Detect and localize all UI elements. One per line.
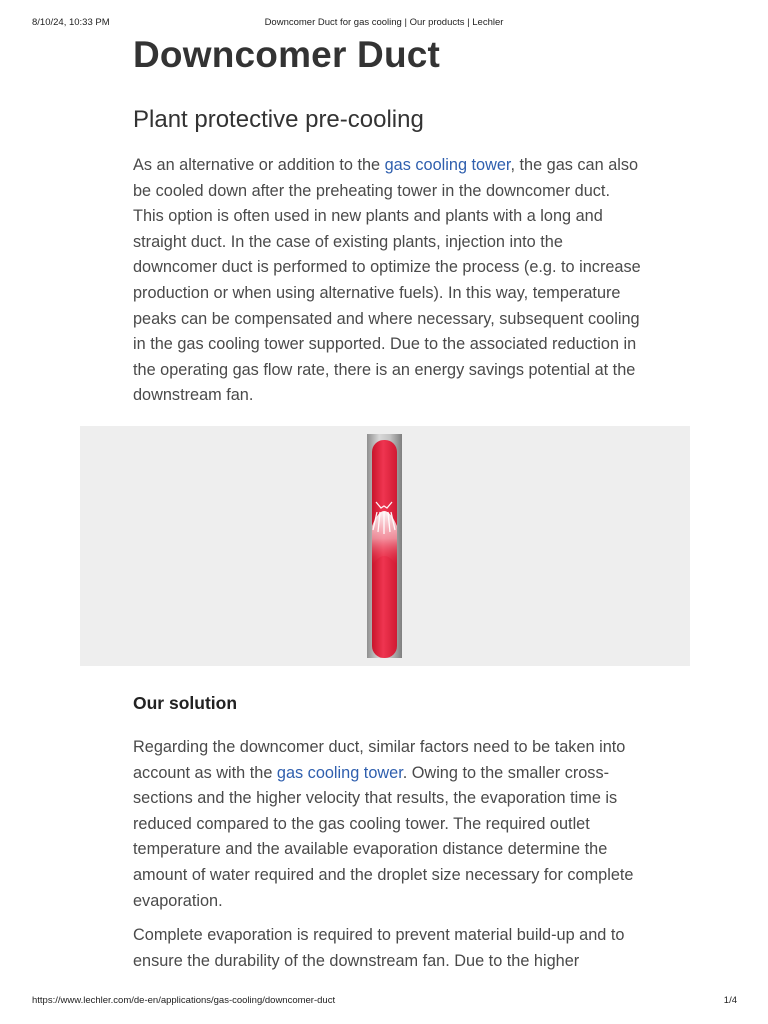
gas-cooling-tower-link-2[interactable]: gas cooling tower: [276, 763, 403, 782]
downcomer-duct-figure: [80, 426, 690, 666]
solution-text-start: Regarding the downcomer duct, similar factors need to be taken into account as with the: [133, 738, 626, 782]
print-date: 8/10/24, 10:33 PM: [32, 17, 110, 28]
downcomer-duct-illustration-icon: [80, 426, 690, 666]
intro-paragraph: [133, 153, 643, 409]
solution-paragraph: [133, 735, 643, 914]
evaporation-paragraph: Complete evaporation is required to prevent material build-up and to ensure the durability of the downstream fan. Due to the higher: [133, 926, 625, 970]
intro-text-end: , the gas can also be cooled down after the preheating tower in the downcomer duct. This option is often used in new plants and plants with a long and straight duct. In the case of existing plants, injection into the downcomer duct is performed to optimize the process (e.g. to increase production or when using alternative fuels). In this way, temperature peaks can be compensated and where necessary, subsequent cooling in the gas cooling tower supported. Due to the associated reduction in the operating gas flow rate, there is an energy savings potential at the downstream fan.: [133, 156, 641, 405]
print-url: https://www.lechler.com/de-en/applications/gas-cooling/downcomer-duct: [32, 995, 336, 1006]
page-title: Downcomer Duct: [133, 34, 441, 75]
solution-heading: Our solution: [133, 693, 238, 713]
solution-text-end: . Owing to the smaller cross-sections and the higher velocity that results, the evaporation time is reduced compared to the gas cooling tower. The required outlet temperature and the available evaporation distance determine the amount of water required and the droplet size necessary for complete evaporation.: [133, 763, 634, 910]
print-page-title: Downcomer Duct for gas cooling | Our products | Lechler: [264, 17, 504, 28]
gas-cooling-tower-link[interactable]: gas cooling tower: [384, 156, 511, 174]
intro-text-start: As an alternative or addition to the: [133, 156, 385, 174]
page-number: 1/4: [723, 995, 737, 1006]
page-subtitle: Plant protective pre-cooling: [133, 106, 424, 133]
